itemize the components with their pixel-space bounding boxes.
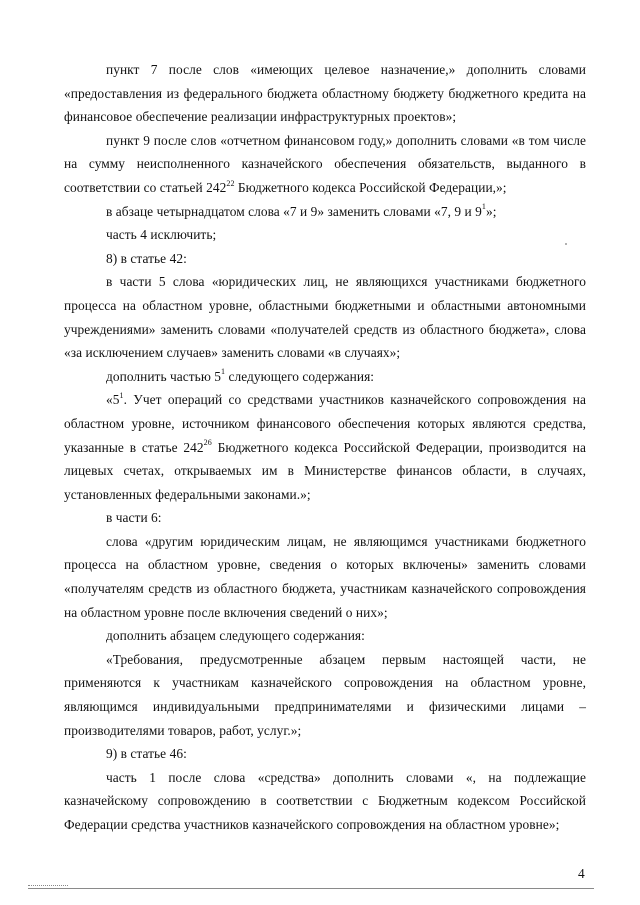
paragraph bbox=[64, 365, 586, 389]
paragraph-text: Бюджетного кодекса Российской Федерации, производится на лицевых счетах, открываемых им в Министерстве финансов области, в случаях, установленных федеральными законами.»; bbox=[64, 439, 586, 502]
paragraph-text: следующего содержания: bbox=[225, 368, 375, 384]
paragraph bbox=[64, 742, 586, 766]
superscript-index: 1 bbox=[221, 367, 226, 377]
paragraph bbox=[64, 247, 586, 271]
paragraph-text: »; bbox=[485, 203, 497, 219]
paragraph-text: Бюджетного кодекса Российской Федерации,»; bbox=[234, 179, 507, 195]
paragraph-text: слова «другим юридическим лицам, не являющимся участниками бюджетного процесса на областном уровне, сведения о которых включены» заменить словами «получателям средств из областного бюджета, участникам казначейского сопровождения на областном уровне после включения сведений о них»; bbox=[64, 533, 586, 620]
paragraph bbox=[64, 530, 586, 624]
paragraph-text: дополнить частью 5 bbox=[106, 368, 222, 384]
paragraph-text: часть 4 исключить; bbox=[106, 227, 217, 243]
superscript-index: 26 bbox=[203, 438, 212, 448]
paragraph-text: в абзаце четырнадцатом слова «7 и 9» заменить словами «7, 9 и 9 bbox=[106, 203, 482, 219]
paragraph bbox=[64, 388, 586, 506]
paragraph bbox=[64, 648, 586, 742]
paragraph-text: в части 5 слова «юридических лиц, не являющихся участниками бюджетного процесса на областном уровне, областными бюджетными и областными автономными учреждениями» заменить словами «получателей средств из областного бюджета», слова «за исключением случаев» заменить словами «в случаях»; bbox=[64, 274, 586, 361]
footer-dotted-rule bbox=[28, 885, 68, 886]
paragraph-text: «Требования, предусмотренные абзацем первым настоящей части, не применяются к участникам казначейского сопровождения на областном уровне, являющимся индивидуальными предпринимателями и физическими лицами – производителями товаров, работ, услуг.»; bbox=[64, 651, 586, 738]
scan-speck bbox=[565, 243, 567, 245]
paragraph bbox=[64, 506, 586, 530]
superscript-index: 22 bbox=[226, 178, 235, 188]
paragraph bbox=[64, 766, 586, 837]
paragraph-text: 8) в статье 42: bbox=[106, 250, 187, 266]
paragraph-text: «5 bbox=[106, 392, 120, 408]
document-body bbox=[64, 58, 586, 837]
page-number: 4 bbox=[578, 866, 585, 881]
paragraph bbox=[64, 270, 586, 364]
paragraph-text: в части 6: bbox=[106, 510, 162, 526]
paragraph bbox=[64, 129, 586, 200]
paragraph bbox=[64, 624, 586, 648]
paragraph bbox=[64, 58, 586, 129]
superscript-index: 1 bbox=[119, 390, 124, 400]
paragraph-text: часть 1 после слова «средства» дополнить словами «, на подлежащие казначейскому сопровождению в соответствии с Бюджетным кодексом Российской Федерации средства участников казначейского сопровождения на областном уровне»; bbox=[64, 769, 586, 832]
paragraph bbox=[64, 223, 586, 247]
paragraph-text: 9) в статье 46: bbox=[106, 746, 187, 762]
paragraph bbox=[64, 200, 586, 224]
paragraph-text: пункт 7 после слов «имеющих целевое назначение,» дополнить словами «предоставления из федерального бюджета областному бюджету бюджетного кредита на финансовое обеспечение реализации инфраструктурных проектов»; bbox=[64, 62, 586, 125]
footer-rule bbox=[28, 888, 594, 889]
paragraph-text: пункт 9 после слов «отчетном финансовом году,» дополнить словами «в том числе на сумму неисполненного казначейского обеспечения обязательств, выданного в соответствии со статьей 242 bbox=[64, 132, 586, 195]
paragraph-text: дополнить абзацем следующего содержания: bbox=[106, 628, 365, 644]
paragraph-text: . Учет операций со средствами участников казначейского сопровождения на областном уровне, источником финансового обеспечения которых являются средства, указанные в статье 242 bbox=[64, 392, 586, 455]
superscript-index: 1 bbox=[481, 202, 486, 212]
